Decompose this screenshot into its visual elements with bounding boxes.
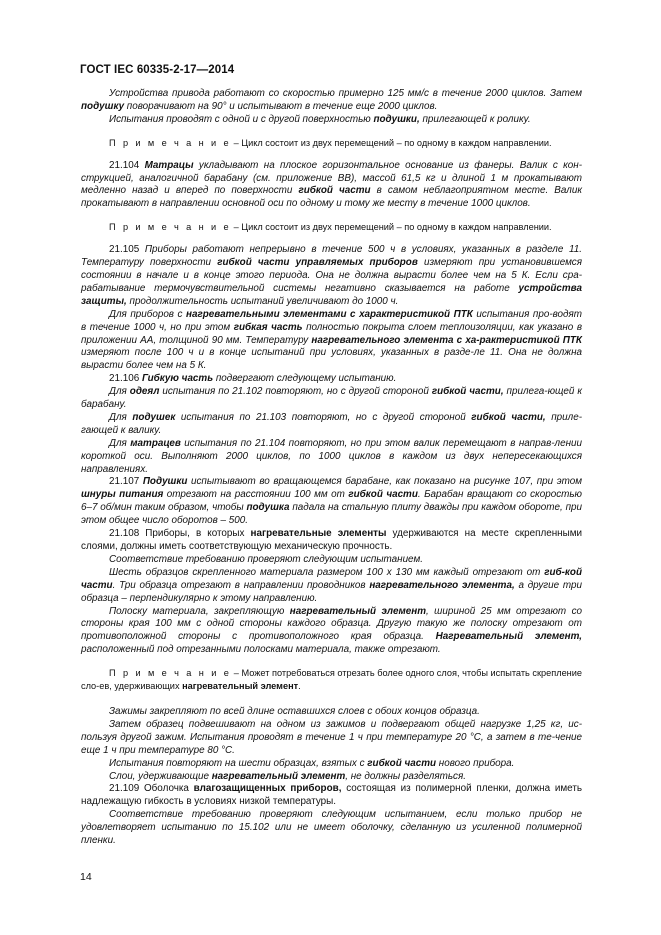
- bold-term: Подушки: [142, 476, 188, 488]
- text-run: Полоску материала, закрепляющую: [109, 605, 290, 617]
- bold-term: подушка: [246, 502, 290, 514]
- text-run: падала на стальную плиту дважды при каждом обороте, при этом общее число оборотов – 500.: [81, 502, 582, 527]
- bold-term: Гибкую часть: [141, 373, 214, 385]
- text-run: а другие три образца – перпендикулярно к этому направлению.: [81, 579, 582, 604]
- bold-term: гибкой части: [298, 185, 371, 197]
- bold-term: подушек: [132, 411, 176, 423]
- text-run: Соответствие требованию проверяют следующим испытанием.: [109, 553, 423, 565]
- bold-term: подушку: [81, 100, 125, 112]
- text-run: 21.106: [109, 373, 142, 385]
- note-paragraph: [81, 667, 582, 693]
- paragraph-spacer: [81, 127, 582, 137]
- text-run: , не должны разделяться.: [345, 770, 467, 782]
- bold-term: нагревательного элемента,: [369, 579, 515, 591]
- text-run: Приборы работают непрерывно в течение 500 ч в условиях, указанных в разделе 11. Температуру поверхности: [81, 244, 582, 269]
- document-body: [81, 88, 582, 848]
- bold-term: одеял: [129, 386, 160, 398]
- bold-term: устройства защиты,: [81, 282, 582, 307]
- text-run: испытания по 21.104 повторяют, но при этом валик перемещают в направ-лении короткой оси. Выполняют 2000 циклов, по 1000 циклов в каждом из двух непересекающихся направлениях.: [81, 437, 582, 475]
- text-run: приле-гающей к валику.: [81, 411, 583, 436]
- bold-term: нагревательный элемент: [211, 770, 346, 782]
- text-run: Для: [109, 437, 131, 449]
- text-run: в самом неблагоприятном месте. Валик прокатывают в направлении основной оси по одному и тому же месту в течение 1000 циклов.: [81, 185, 582, 210]
- text-run: продолжительность испытаний увеличивают до 1000 ч.: [126, 295, 399, 307]
- document-header: ГОСТ IEC 60335-2-17—2014: [80, 64, 235, 76]
- text-run: нового прибора.: [436, 757, 515, 769]
- text-run: испытания по 21.103 повторяют, но с другой стороной: [175, 411, 472, 423]
- text-run: прилега-ющей к барабану.: [81, 386, 583, 411]
- text-run: измеряют после 100 ч и в конце испытаний при условиях, указанных в разде-ле 11. Она не должна вырасти более чем на 5 К.: [81, 347, 582, 372]
- text-run: прилегающей к ролику.: [419, 113, 531, 125]
- bold-term: гиб-кой части: [81, 566, 582, 591]
- text-run: Устройства привода работают со скоростью примерно 125 мм/с в течение 2000 циклов. Затем: [109, 88, 582, 99]
- text-run: Для приборов с: [109, 308, 187, 320]
- text-run: испытывают во вращающемся барабане, как показано на рисунке 107, при этом: [187, 476, 582, 488]
- bold-term: гибкой части,: [431, 386, 504, 398]
- text-run: Для: [109, 411, 133, 423]
- bold-term: Матрацы: [144, 159, 194, 171]
- text-run: Для: [109, 386, 130, 398]
- body-paragraph: [81, 567, 582, 606]
- text-run: Соответствие требованию проверяют следующим испытанием, если только прибор не удовлетворяет испытанию по 15.102 или не имеет оболочку, сделанную из усиленной полимерной пленки.: [81, 809, 582, 847]
- body-paragraph: [81, 476, 582, 528]
- text-run: П р и м е ч а н и е: [109, 668, 232, 679]
- text-run: испытания по 21.102 повторяют, но с другой стороной: [159, 386, 432, 398]
- body-paragraph: [81, 160, 582, 212]
- text-run: Шесть образцов скрепленного материала размером 100 х 130 мм каждый отрезают от: [109, 566, 545, 578]
- text-run: – Цикл состоит из двух перемещений – по одному в каждом направлении.: [231, 137, 552, 148]
- bold-term: подушки,: [373, 113, 420, 125]
- paragraph-spacer: [81, 693, 582, 706]
- text-run: полностью покрыта слоем теплоизоляции, как указано в приложении АА, толщиной 90 мм. Температуру: [81, 321, 582, 346]
- text-run: укладывают на плоское горизонтальное основание из фанеры. Валик с кон-струкцией, аналогичной барабану (см. приложение ВВ), массой 61,5 кг и длиной 1 м прокатывают медленно назад и вперед по поверхности: [81, 159, 582, 197]
- page-number: 14: [80, 871, 92, 883]
- text-run: Испытания повторяют на шести образцах, взятых с: [109, 757, 368, 769]
- text-run: 21.109 Оболочка: [109, 783, 194, 795]
- text-run: . Три образца отрезают в направлении проводников: [112, 579, 370, 591]
- bold-term: нагревательного элемента с ха-рактеристикой ПТК: [311, 334, 582, 346]
- body-paragraph: [81, 606, 582, 658]
- paragraph-spacer: [81, 211, 582, 221]
- text-run: , шириной 25 мм отрезают со стороны края 100 мм с одной стороны каждого образца. Другую такую же полоску отрезают от противоположной стороны с противоположного края образца.: [81, 605, 583, 643]
- text-run: П р и м е ч а н и е: [109, 222, 232, 233]
- body-paragraph: [81, 88, 582, 114]
- text-run: Зажимы закрепляют по всей длине оставшихся слоев с обоих концов образца.: [109, 705, 480, 717]
- body-paragraph: [81, 719, 582, 758]
- paragraph-spacer: [81, 234, 582, 244]
- text-run: – Может потребоваться отрезать более одного слоя, чтобы испытать скрепление сло-ев, удерживающих: [81, 668, 582, 692]
- text-run: 21.104: [109, 159, 145, 171]
- text-run: Испытания проводят с одной и с другой поверхностью: [109, 113, 374, 125]
- text-run: П р и м е ч а н и е: [109, 137, 232, 148]
- body-paragraph: [81, 809, 582, 848]
- paragraph-spacer: [81, 150, 582, 160]
- bold-term: нагревательные элементы: [250, 528, 387, 540]
- bold-term: матрацев: [130, 437, 181, 449]
- body-paragraph: [81, 373, 582, 386]
- body-paragraph: [81, 528, 582, 554]
- text-run: Затем образец подвешивают на одном из зажимов и подвергают общей нагрузке 1,25 кг, ис-пользуя другой зажим. Испытания проводят в течение 1 ч при температуре 20 °С, а затем в те-чение еще 1 ч при температуре 80 °С.: [81, 718, 582, 756]
- text-run: 21.107: [109, 476, 143, 488]
- text-run: поворачивают на 90° и испытывают в течение еще 2000 циклов.: [124, 100, 438, 112]
- text-run: состоящая из полимерной пленки, должна иметь надлежащую гибкость в условиях низкой температуры.: [81, 783, 582, 808]
- body-paragraph: [81, 438, 582, 477]
- note-paragraph: [81, 221, 582, 234]
- body-paragraph: [81, 783, 582, 809]
- text-run: испытания про-водят в течение 1000 ч, но при этом: [81, 308, 582, 333]
- bold-term: нагревательный элемент: [289, 605, 426, 617]
- body-paragraph: [81, 412, 582, 438]
- bold-term: гибкая часть: [233, 321, 303, 333]
- text-run: .: [298, 681, 301, 692]
- bold-term: гибкой части: [367, 757, 437, 769]
- body-paragraph: [81, 309, 582, 374]
- body-paragraph: [81, 554, 582, 567]
- text-run: 21.108 Приборы, в которых: [109, 528, 251, 540]
- body-paragraph: [81, 114, 582, 127]
- bold-term: Нагревательный элемент,: [435, 631, 582, 643]
- text-run: . Барабан вращают со скоростью 6–7 об/мин таким образом, чтобы: [81, 489, 582, 514]
- body-paragraph: [81, 771, 582, 784]
- body-paragraph: [81, 244, 582, 309]
- body-paragraph: [81, 758, 582, 771]
- body-paragraph: [81, 386, 582, 412]
- body-paragraph: [81, 706, 582, 719]
- text-run: измеряют при установившемся состоянии в начале и в конце этого периода. Она не должна вырасти более чем на 5 К. Если сра-рабатывание термочувствительной системы негативно сказывается на работе: [81, 257, 582, 294]
- text-run: – Цикл состоит из двух перемещений – по одному в каждом направлении.: [231, 222, 552, 233]
- bold-term: гибкой части: [348, 489, 418, 501]
- note-paragraph: [81, 137, 582, 150]
- text-run: Слои, удерживающие: [109, 770, 212, 782]
- text-run: отрезают на расстоянии 100 мм от: [163, 489, 349, 501]
- bold-term: гибкой части управляемых приборов: [217, 257, 418, 269]
- bold-term: шнуры питания: [81, 489, 164, 501]
- bold-term: нагревательными элементами с характеристикой ПТК: [186, 308, 473, 320]
- bold-term: влагозащищенных приборов,: [193, 783, 342, 795]
- bold-term: нагревательный элемент: [182, 681, 299, 692]
- paragraph-spacer: [81, 657, 582, 667]
- text-run: удерживаются на месте скрепленными слоями, должны иметь соответствующую механическую прочность.: [81, 528, 583, 552]
- text-run: расположенный под отрезанными полосками материала, также отрезают.: [81, 644, 441, 656]
- text-run: 21.105: [109, 244, 145, 256]
- text-run: подвергают следующему испытанию.: [213, 373, 397, 385]
- bold-term: гибкой части,: [471, 411, 546, 423]
